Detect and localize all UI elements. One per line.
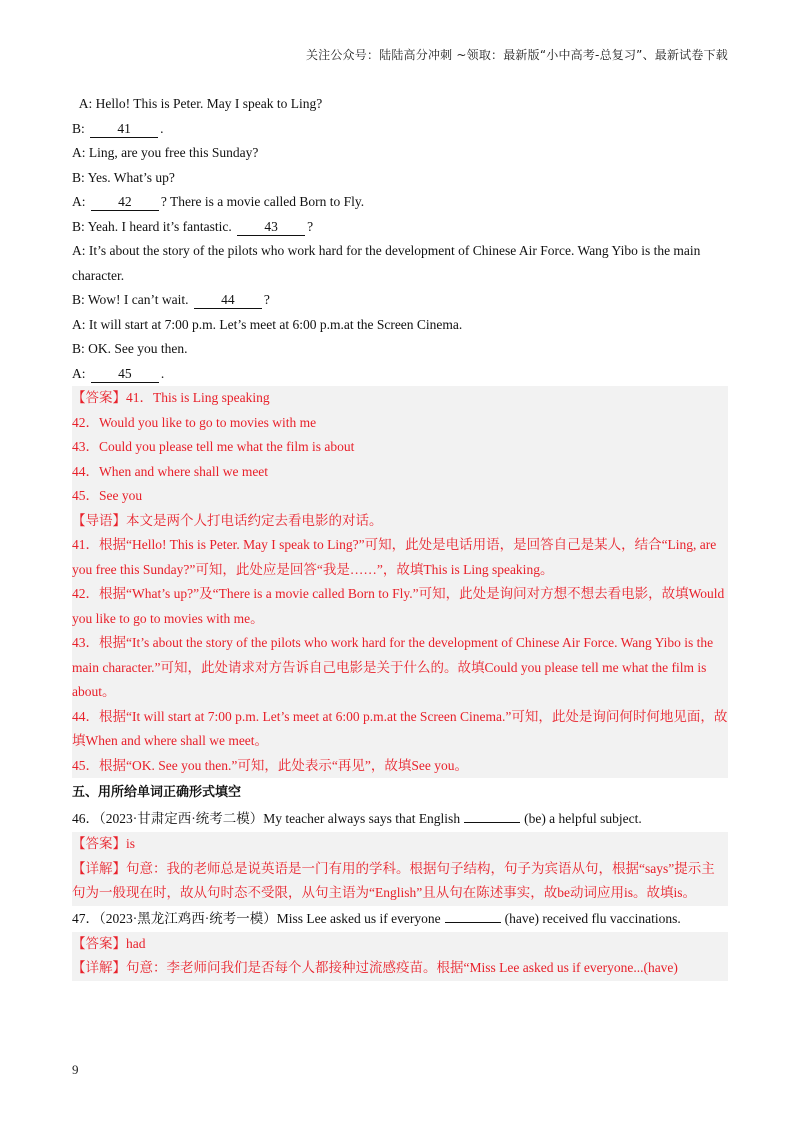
answer-42: 42．Would you like to go to movies with me — [72, 414, 317, 430]
dialogue-line: A: 42 ? There is a movie called Born to Fly. — [72, 194, 365, 209]
detail-46: 【详解】句意：我的老师总是说英语是一门有用的学科。根据句子结构，句子为宾语从句，根据“says”提示主句为一般现在时，故从句时态不受限，从句主语为“English”且从句在陈述事实，故be动词应用is。故填is。 — [72, 860, 715, 900]
answer-43: 43．Could you please tell me what the film is about — [72, 439, 355, 454]
guide-text: 【导语】本文是两个人打电话约定去看电影的对话。 — [72, 512, 383, 528]
blank-44[interactable]: 44 — [194, 291, 262, 309]
dialogue-line: A: It will start at 7:00 p.m. Let’s meet at 6:00 p.m.at the Screen Cinema. — [72, 316, 463, 332]
answer-block-47 — [72, 932, 728, 981]
explanation-44: 44．根据“It will start at 7:00 p.m. Let’s meet at 6:00 p.m.at the Screen Cinema.”可知，此处是询问何时何地见面，故填When and where shall we meet。 — [72, 708, 728, 748]
blank-45[interactable]: 45 — [91, 365, 159, 383]
answer-41: 【答案】41．This is Ling speaking — [72, 390, 270, 405]
blank-43[interactable]: 43 — [237, 218, 305, 236]
question-46: 46．（2023·甘肃定西·统考二模）My teacher always says that English (be) a helpful subject. — [72, 811, 642, 826]
dialogue-line: B: Wow! I can’t wait. 44 ? — [72, 292, 270, 307]
question-47: 47．（2023·黑龙江鸡西·统考一模）Miss Lee asked us if everyone (have) received flu vaccinations. — [72, 910, 681, 926]
blank-42[interactable]: 42 — [91, 193, 159, 211]
explanation-41: 41．根据“Hello! This is Peter. May I speak to Ling?”可知，此处是电话用语，是回答自己是某人，结合“Ling, are you free this Sunday?”可知，此处应是回答“我是……”，故填This is Ling speaking。 — [72, 537, 717, 577]
page-number: 9 — [72, 1062, 79, 1077]
answer-46: 【答案】is — [72, 836, 136, 851]
answer-block-46 — [72, 832, 728, 906]
blank-47[interactable] — [445, 910, 501, 923]
answer-45: 45．See you — [72, 488, 143, 503]
blank-41[interactable]: 41 — [90, 120, 158, 138]
dialogue-line: A: Ling, are you free this Sunday? — [72, 145, 259, 160]
dialogue-line: A: Hello! This is Peter. May I speak to Ling? — [78, 96, 323, 111]
page-content — [72, 92, 728, 981]
detail-47: 【详解】句意：李老师问我们是否每个人都接种过流感疫苗。根据“Miss Lee asked us if everyone...(have) — [72, 960, 678, 975]
dialogue-line: A: It’s about the story of the pilots who work hard for the development of Chinese Air Force. Wang Yibo is the main character. — [72, 243, 701, 283]
dialogue-line: B: OK. See you then. — [72, 341, 188, 356]
dialogue-line: B: Yes. What’s up? — [72, 169, 175, 185]
section-title: 五、用所给单词正确形式填空 — [72, 785, 242, 800]
dialogue-line: B: Yeah. I heard it’s fantastic. 43 ? — [72, 218, 314, 234]
blank-46[interactable] — [464, 810, 520, 823]
page-header: 关注公众号：陆陆高分冲刺 ~领取：最新版“小中高考-总复习”、最新试卷下载 — [305, 48, 728, 62]
dialogue-line: B: 41 . — [72, 120, 164, 136]
dialogue-line: A: 45 . — [72, 365, 165, 381]
answer-block — [72, 386, 728, 778]
explanation-45: 45．根据“OK. See you then.”可知，此处表示“再见”，故填See you。 — [72, 757, 468, 773]
explanation-43: 43．根据“It’s about the story of the pilots who work hard for the development of Chinese Air Force. Wang Yibo is the main character.”可知，此处请求对方告诉自己电影是关于什么的。故填Could you please tell me what the film is about。 — [72, 635, 714, 699]
explanation-42: 42．根据“What’s up?”及“There is a movie called Born to Fly.”可知，此处是询问对方想不想去看电影，故填Would you like to go to movies with me。 — [72, 586, 725, 626]
answer-47: 【答案】had — [72, 935, 146, 951]
answer-44: 44．When and where shall we meet — [72, 463, 269, 479]
